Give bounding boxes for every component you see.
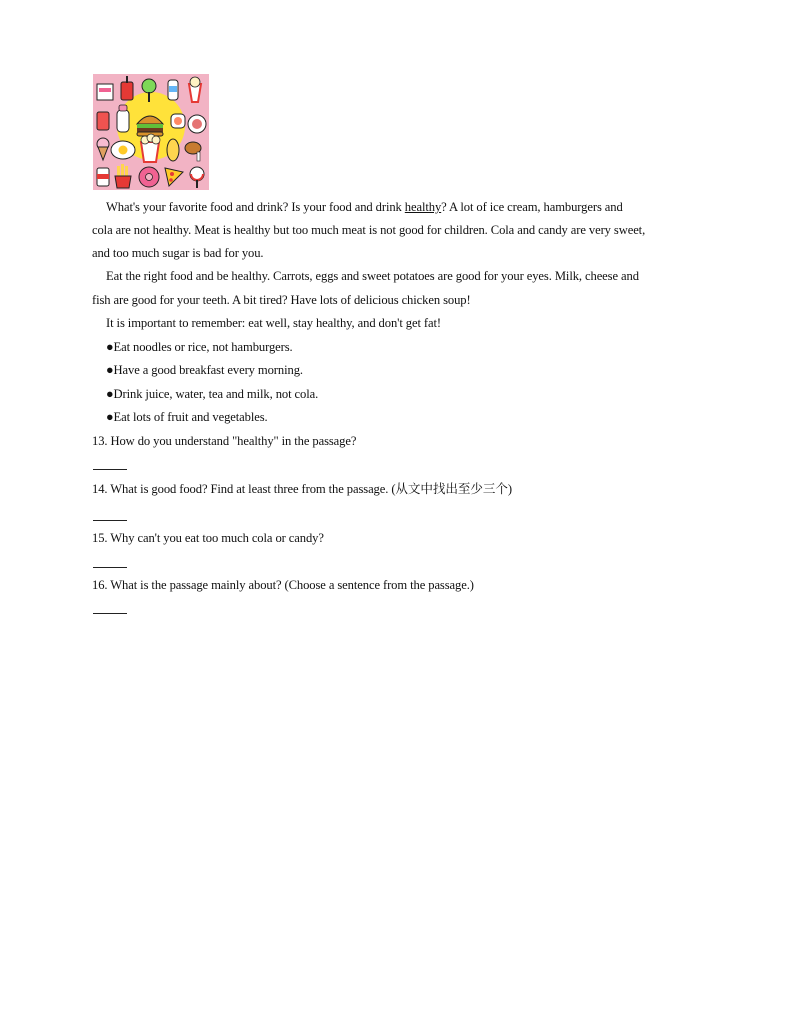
tip-item: ●Eat noodles or rice, not hamburgers. bbox=[106, 340, 293, 354]
soda-cup-icon bbox=[97, 168, 109, 186]
question-13: 13. How do you understand "healthy" in the passage? bbox=[92, 434, 357, 448]
passage-paragraph-2-line-1: Eat the right food and be healthy. Carrots, eggs and sweet potatoes are good for your eyes. Milk, cheese and bbox=[106, 269, 639, 283]
tip-item: ●Eat lots of fruit and vegetables. bbox=[106, 410, 268, 424]
milk-bottle-icon bbox=[168, 80, 178, 100]
passage-text: ? A lot of ice cream, hamburgers and bbox=[441, 200, 623, 214]
passage-paragraph-1-line-2: cola are not healthy. Meat is healthy but too much meat is not good for children. Cola and candy are very sweet, bbox=[92, 223, 646, 237]
corn-icon bbox=[167, 139, 179, 161]
popcorn-icon bbox=[189, 77, 201, 102]
answer-blank-16[interactable] bbox=[93, 613, 127, 614]
baby-bottle-icon bbox=[117, 105, 129, 132]
passage-paragraph-3: It is important to remember: eat well, stay healthy, and don't get fat! bbox=[106, 316, 441, 330]
question-15: 15. Why can't you eat too much cola or candy? bbox=[92, 531, 324, 545]
tip-item: ●Have a good breakfast every morning. bbox=[106, 363, 303, 377]
answer-blank-13[interactable] bbox=[93, 469, 127, 470]
food-collage-image bbox=[93, 74, 209, 190]
plate-icon bbox=[188, 115, 206, 133]
question-14: 14. What is good food? Find at least three from the passage. (从文中找出至少三个) bbox=[92, 482, 512, 496]
sushi-icon bbox=[171, 114, 185, 128]
drink-icon bbox=[97, 112, 109, 130]
question-16: 16. What is the passage mainly about? (Choose a sentence from the passage.) bbox=[92, 578, 474, 592]
answer-blank-15[interactable] bbox=[93, 567, 127, 568]
box-icon bbox=[97, 84, 113, 100]
fried-egg-icon bbox=[111, 141, 135, 159]
food-illustration bbox=[93, 74, 209, 190]
keyword-healthy: healthy bbox=[404, 200, 442, 214]
donut-icon bbox=[139, 167, 159, 187]
tip-item: ●Drink juice, water, tea and milk, not cola. bbox=[106, 387, 319, 401]
passage-paragraph-2-line-2: fish are good for your teeth. A bit tired? Have lots of delicious chicken soup! bbox=[92, 293, 471, 307]
passage-paragraph-1-line-3: and too much sugar is bad for you. bbox=[92, 246, 264, 260]
popcorn-bucket-icon bbox=[141, 134, 160, 162]
passage-paragraph-1-line-1 bbox=[106, 199, 623, 215]
answer-blank-14[interactable] bbox=[93, 520, 127, 521]
passage-text: What's your favorite food and drink? Is your food and drink bbox=[106, 200, 405, 214]
